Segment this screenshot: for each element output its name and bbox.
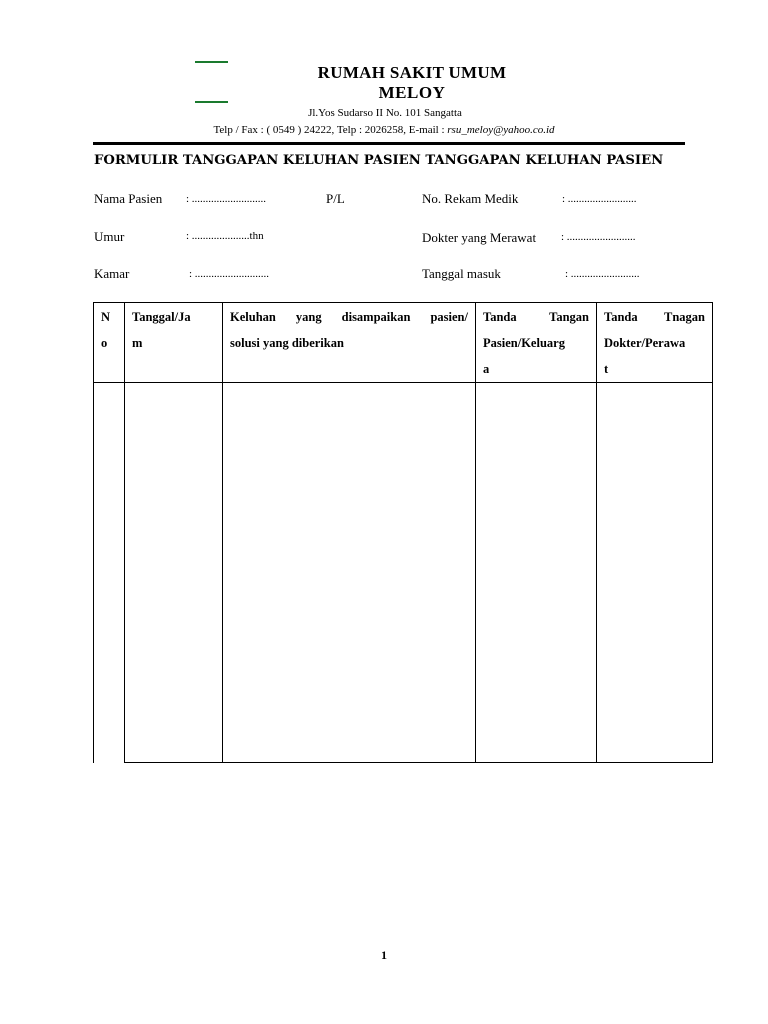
table-header-row xyxy=(94,303,713,383)
hospital-address: Jl.Yos Sudarso II No. 101 Sangatta xyxy=(308,107,462,119)
form-title: FORMULIR TANGGAPAN KELUHAN PASIEN TANGGAPAN KELUHAN PASIEN xyxy=(94,153,664,168)
cell-no[interactable] xyxy=(94,383,125,763)
kamar-label: Kamar xyxy=(94,266,130,281)
cell-ttd-dokter[interactable] xyxy=(597,383,713,763)
contact-phone: Telp / Fax : ( 0549 ) 24222, Telp : 2026258, E-mail : xyxy=(213,124,448,136)
header-ttd-pasien: Tanda Tangan Pasien/Keluarg a xyxy=(476,303,597,383)
cell-keluhan[interactable] xyxy=(223,383,476,763)
nama-pasien-label: Nama Pasien xyxy=(94,191,163,206)
hospital-name-line1: RUMAH SAKIT UMUM xyxy=(317,63,507,82)
hospital-name-line2: MELOY xyxy=(378,83,446,102)
tanggal-masuk-field[interactable]: : ......................... xyxy=(565,268,640,280)
header-no: N o xyxy=(94,303,125,383)
rekam-medik-label: No. Rekam Medik xyxy=(422,191,519,206)
table-row xyxy=(94,383,713,763)
cell-ttd-pasien[interactable] xyxy=(476,383,597,763)
rekam-medik-field[interactable]: : ......................... xyxy=(562,193,637,205)
header-divider xyxy=(93,142,685,145)
header-tanggal-jam: Tanggal/Ja m xyxy=(125,303,223,383)
page-number: 1 xyxy=(381,948,387,962)
dokter-merawat-field[interactable]: : ......................... xyxy=(561,231,636,243)
dokter-merawat-label: Dokter yang Merawat xyxy=(422,230,537,245)
nama-pasien-field[interactable]: : ........................... xyxy=(186,193,267,205)
header-keluhan: Keluhan yang disampaikan pasien/ solusi yang diberikan xyxy=(223,303,476,383)
umur-label: Umur xyxy=(94,229,125,244)
complaint-table xyxy=(93,302,713,763)
kamar-field[interactable]: : ........................... xyxy=(189,268,270,280)
contact-email: rsu_meloy@yahoo.co.id xyxy=(447,124,555,136)
hospital-contact xyxy=(0,124,768,136)
header-ttd-dokter: Tanda Tnagan Dokter/Perawa t xyxy=(597,303,713,383)
umur-field[interactable]: : .....................thn xyxy=(186,230,264,242)
cell-tanggal-jam[interactable] xyxy=(125,383,223,763)
tanggal-masuk-label: Tanggal masuk xyxy=(422,266,501,281)
pl-label: P/L xyxy=(326,191,345,206)
